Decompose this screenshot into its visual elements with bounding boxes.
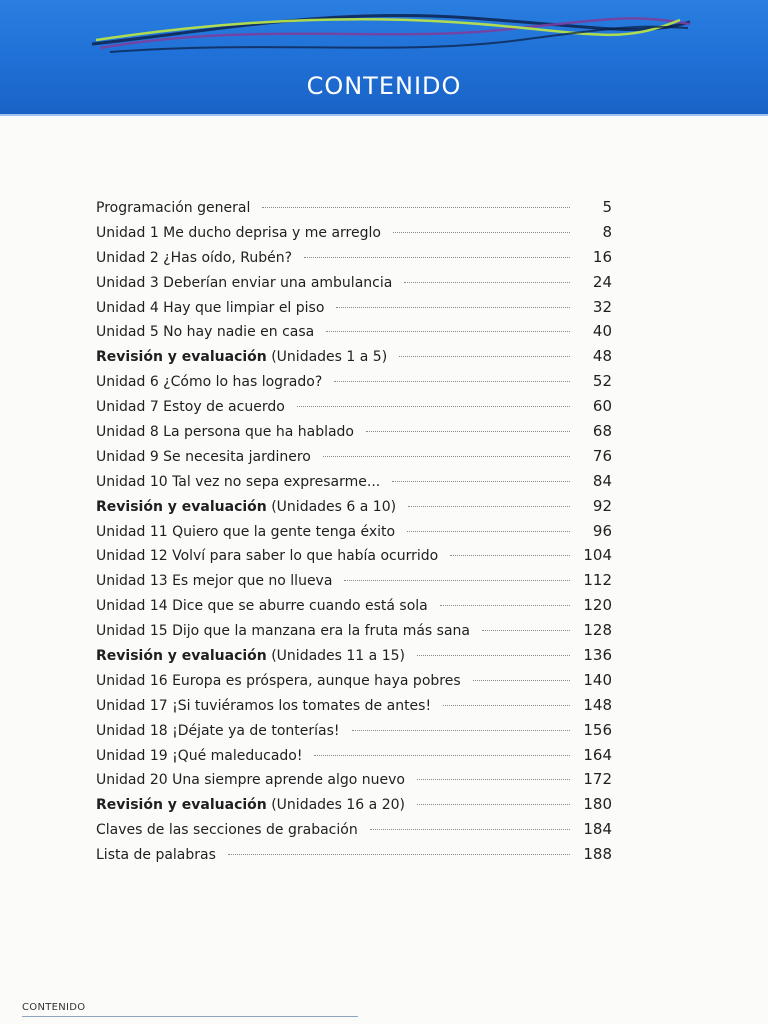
toc-entry-label: [96, 395, 285, 420]
toc-entry-text: Unidad 4 Hay que limpiar el piso: [96, 299, 325, 316]
toc-page-number: 184: [583, 820, 612, 839]
toc-entry: [96, 295, 612, 320]
toc-entry-text: Unidad 15 Dijo que la manzana era la fruta más sana: [96, 623, 470, 640]
toc-entry-text: Unidad 3 Deberían enviar una ambulancia: [96, 274, 393, 291]
toc-entry: [96, 792, 612, 817]
toc-dot-leader: [334, 381, 570, 382]
toc-entry: [96, 817, 612, 842]
toc-entry-label: [96, 644, 405, 669]
toc-entry-label: [96, 544, 438, 569]
header-band: [0, 0, 768, 116]
toc-page-number: 24: [592, 272, 612, 291]
toc-page-number: 60: [592, 397, 612, 416]
footer-label: CONTENIDO: [22, 1002, 86, 1013]
toc-dot-leader: [262, 207, 570, 208]
toc-page-number: 96: [592, 521, 612, 540]
toc-dot-leader: [392, 481, 570, 482]
toc-entry-label: [96, 768, 405, 793]
toc-entry: [96, 319, 612, 344]
toc-page-number: 148: [583, 695, 612, 714]
toc-entry-text: Programación general: [96, 200, 251, 216]
toc-entry-text: (Unidades 6 a 10): [266, 498, 397, 515]
toc-entry-label: [96, 196, 250, 221]
toc-page-number: 5: [602, 198, 612, 216]
toc-dot-leader: [407, 531, 570, 532]
toc-entry-text: (Unidades 1 a 5): [266, 349, 388, 366]
toc-entry-label: [96, 694, 431, 719]
toc-page-number: 172: [583, 770, 612, 789]
toc-page-number: 48: [592, 347, 612, 366]
toc-entry-text: Unidad 14 Dice que se aburre cuando está sola: [96, 598, 428, 615]
toc-entry-text: Unidad 13 Es mejor que no llueva: [96, 573, 333, 590]
toc-page-number: 32: [592, 297, 612, 316]
toc-entry-label: [96, 420, 354, 445]
toc-page-number: 164: [583, 745, 612, 764]
toc-entry: [96, 568, 612, 593]
toc-dot-leader: [323, 456, 570, 457]
toc-entry: [96, 618, 612, 643]
toc-entry: [96, 369, 612, 394]
toc-entry: [96, 245, 612, 270]
toc-entry-label: [96, 345, 387, 370]
toc-page-number: 104: [583, 546, 612, 565]
toc-dot-leader: [393, 232, 570, 233]
toc-entry-text: (Unidades 11 a 15): [266, 648, 405, 665]
toc-entry-text: Unidad 11 Quiero que la gente tenga éxito: [96, 523, 396, 540]
toc-entry-label: [96, 793, 405, 818]
toc-entry-label: [96, 594, 428, 619]
toc-entry-text: Unidad 17 ¡Si tuviéramos los tomates de antes!: [96, 697, 432, 714]
toc-dot-leader: [482, 630, 570, 631]
toc-page-number: 84: [592, 471, 612, 490]
toc-entry-text: Unidad 2 ¿Has oído, Rubén?: [96, 249, 293, 266]
toc-entry-label: [96, 246, 292, 271]
toc-entry: [96, 543, 612, 568]
toc-dot-leader: [314, 755, 570, 756]
toc-dot-leader: [366, 431, 570, 432]
toc-entry-bold-prefix: Revisión y evaluación: [96, 349, 267, 366]
toc-page-number: 112: [583, 571, 612, 590]
toc-entry-bold-prefix: Revisión y evaluación: [96, 498, 267, 515]
toc-dot-leader: [399, 356, 570, 357]
toc-entry-text: Unidad 19 ¡Qué maleducado!: [96, 747, 303, 764]
toc-entry: [96, 718, 612, 743]
toc-dot-leader: [473, 680, 570, 681]
toc-dot-leader: [304, 257, 570, 258]
toc-page-number: 68: [592, 422, 612, 441]
toc-page-number: 180: [583, 795, 612, 814]
toc-entry-label: [96, 719, 340, 744]
toc-dot-leader: [417, 655, 570, 656]
toc-page-number: 40: [592, 322, 612, 341]
table-of-contents: [96, 195, 612, 867]
toc-entry: [96, 494, 612, 519]
toc-entry-label: [96, 370, 322, 395]
toc-entry: [96, 270, 612, 295]
toc-entry: [96, 519, 612, 544]
toc-page-number: 140: [583, 670, 612, 689]
toc-dot-leader: [417, 779, 570, 780]
toc-dot-leader: [326, 331, 570, 332]
toc-entry: [96, 419, 612, 444]
toc-dot-leader: [352, 730, 570, 731]
toc-entry-label: [96, 320, 314, 345]
toc-entry-text: Unidad 18 ¡Déjate ya de tonterías!: [96, 722, 340, 739]
toc-dot-leader: [404, 282, 570, 283]
toc-dot-leader: [417, 804, 570, 805]
toc-entry-label: [96, 569, 332, 594]
toc-entry-text: Unidad 6 ¿Cómo lo has logrado?: [96, 374, 323, 391]
toc-entry: [96, 195, 612, 220]
toc-entry: [96, 344, 612, 369]
page-title: CONTENIDO: [306, 72, 462, 100]
toc-entry: [96, 743, 612, 768]
toc-entry-label: [96, 744, 302, 769]
toc-entry: [96, 394, 612, 419]
toc-entry-label: [96, 818, 358, 843]
toc-dot-leader: [443, 705, 570, 706]
toc-page-number: 156: [583, 720, 612, 739]
toc-page-number: 92: [592, 496, 612, 515]
toc-page-number: 8: [602, 222, 612, 241]
header-swoosh-graphic: [0, 0, 768, 80]
toc-entry-text: Unidad 5 No hay nadie en casa: [96, 324, 315, 341]
toc-entry-label: [96, 470, 380, 495]
toc-dot-leader: [344, 580, 570, 581]
toc-page-number: 128: [583, 621, 612, 640]
toc-dot-leader: [228, 854, 570, 855]
toc-page-number: 52: [592, 372, 612, 391]
toc-entry: [96, 593, 612, 618]
toc-entry-label: [96, 445, 311, 470]
toc-entry-bold-prefix: Revisión y evaluación: [96, 648, 267, 665]
toc-dot-leader: [408, 506, 570, 507]
toc-entry-text: Unidad 7 Estoy de acuerdo: [96, 399, 285, 416]
toc-dot-leader: [370, 829, 570, 830]
toc-entry-text: Lista de palabras: [96, 847, 216, 864]
toc-entry-text: Unidad 20 Una siempre aprende algo nuevo: [96, 772, 405, 789]
toc-entry-label: [96, 271, 392, 296]
toc-entry-label: [96, 619, 470, 644]
toc-entry-label: [96, 495, 396, 520]
toc-page-number: 136: [583, 646, 612, 665]
toc-entry-text: Unidad 16 Europa es próspera, aunque haya pobres: [96, 672, 461, 689]
toc-entry-text: (Unidades 16 a 20): [266, 797, 405, 814]
toc-entry: [96, 842, 612, 867]
toc-entry-text: Unidad 10 Tal vez no sepa expresarme...: [96, 473, 381, 490]
toc-entry-text: Unidad 9 Se necesita jardinero: [96, 448, 311, 465]
toc-entry: [96, 444, 612, 469]
toc-dot-leader: [440, 605, 570, 606]
toc-entry-text: Unidad 1 Me ducho deprisa y me arreglo: [96, 224, 381, 241]
toc-page-number: 188: [583, 845, 612, 864]
toc-entry: [96, 469, 612, 494]
toc-entry: [96, 767, 612, 792]
toc-entry-label: [96, 221, 381, 246]
toc-entry: [96, 220, 612, 245]
footer-rule: [22, 1016, 358, 1017]
toc-page-number: 120: [583, 596, 612, 615]
toc-dot-leader: [450, 555, 570, 556]
toc-entry-text: Unidad 8 La persona que ha hablado: [96, 424, 355, 441]
toc-entry-text: Unidad 12 Volví para saber lo que había ocurrido: [96, 548, 439, 565]
toc-page-number: 16: [592, 247, 612, 266]
toc-page-number: 76: [592, 446, 612, 465]
toc-entry-label: [96, 296, 324, 321]
toc-entry-label: [96, 843, 216, 868]
toc-entry-bold-prefix: Revisión y evaluación: [96, 797, 267, 814]
toc-entry-text: Claves de las secciones de grabación: [96, 822, 358, 839]
toc-entry: [96, 693, 612, 718]
toc-dot-leader: [336, 307, 570, 308]
toc-entry: [96, 668, 612, 693]
toc-entry: [96, 643, 612, 668]
toc-entry-label: [96, 520, 395, 545]
toc-dot-leader: [297, 406, 570, 407]
toc-entry-label: [96, 669, 461, 694]
